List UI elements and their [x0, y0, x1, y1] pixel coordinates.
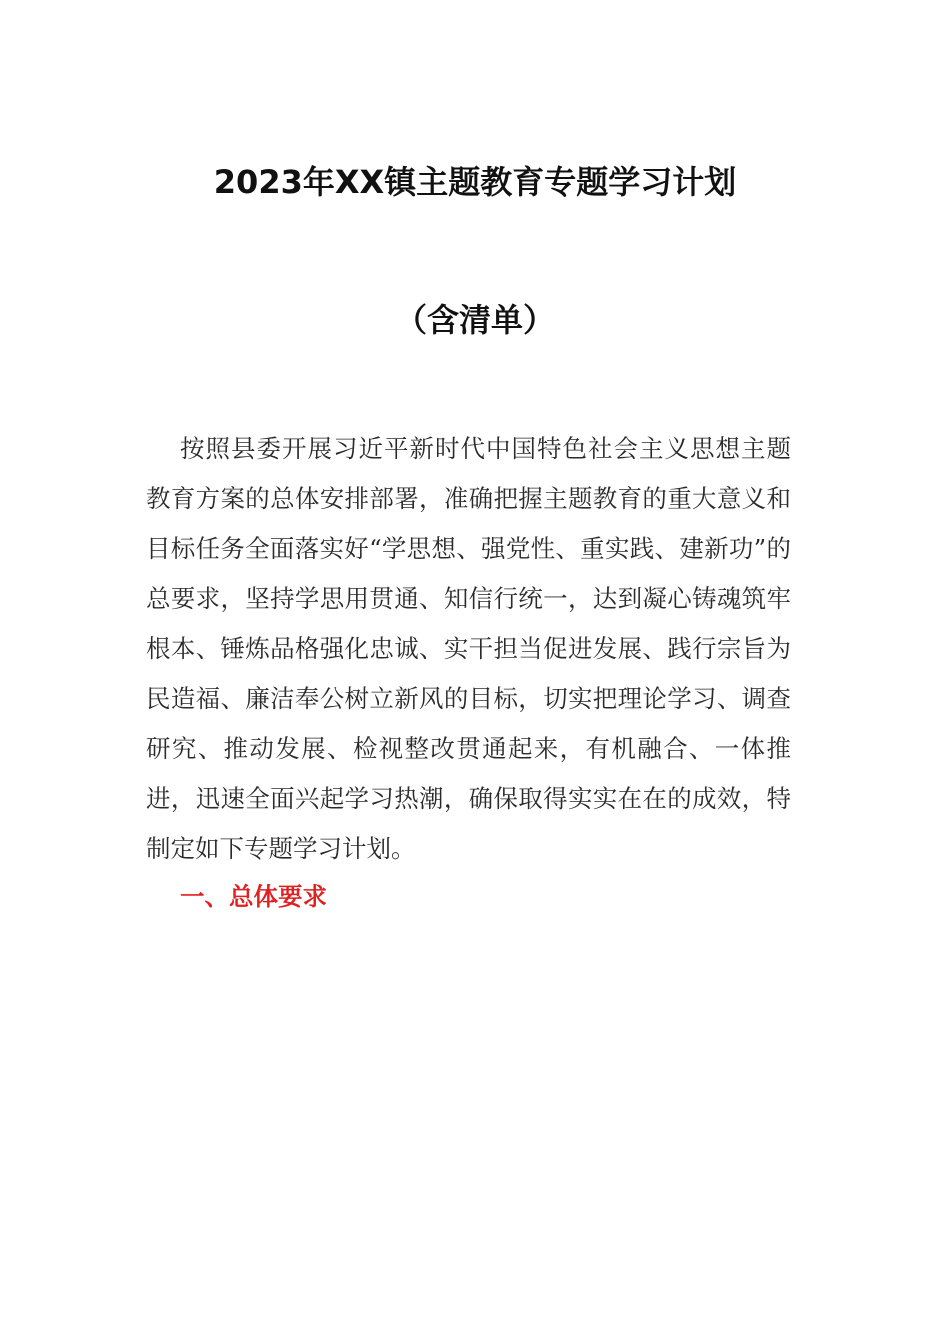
section-heading-general-requirements: 一、总体要求	[180, 882, 327, 911]
document-title: 2023年XX镇主题教育专题学习计划	[213, 163, 737, 201]
document-subtitle: （含清单）	[394, 301, 555, 339]
intro-paragraph: 按照县委开展习近平新时代中国特色社会主义思想主题教育方案的总体安排部署，准确把握主题教育的重大意义和目标任务全面落实好“学思想、强党性、重实践、建新功”的总要求，坚持学思用贯通、知信行统一，达到凝心铸魂筑牢根本、锤炼品格强化忠诚、实干担当促进发展、践行宗旨为民造福、廉洁奉公树立新风的目标，切实把理论学习、调查研究、推动发展、检视整改贯通起来，有机融合、一体推进，迅速全面兴起学习热潮，确保取得实实在在的成效，特制定如下专题学习计划。	[146, 434, 791, 863]
